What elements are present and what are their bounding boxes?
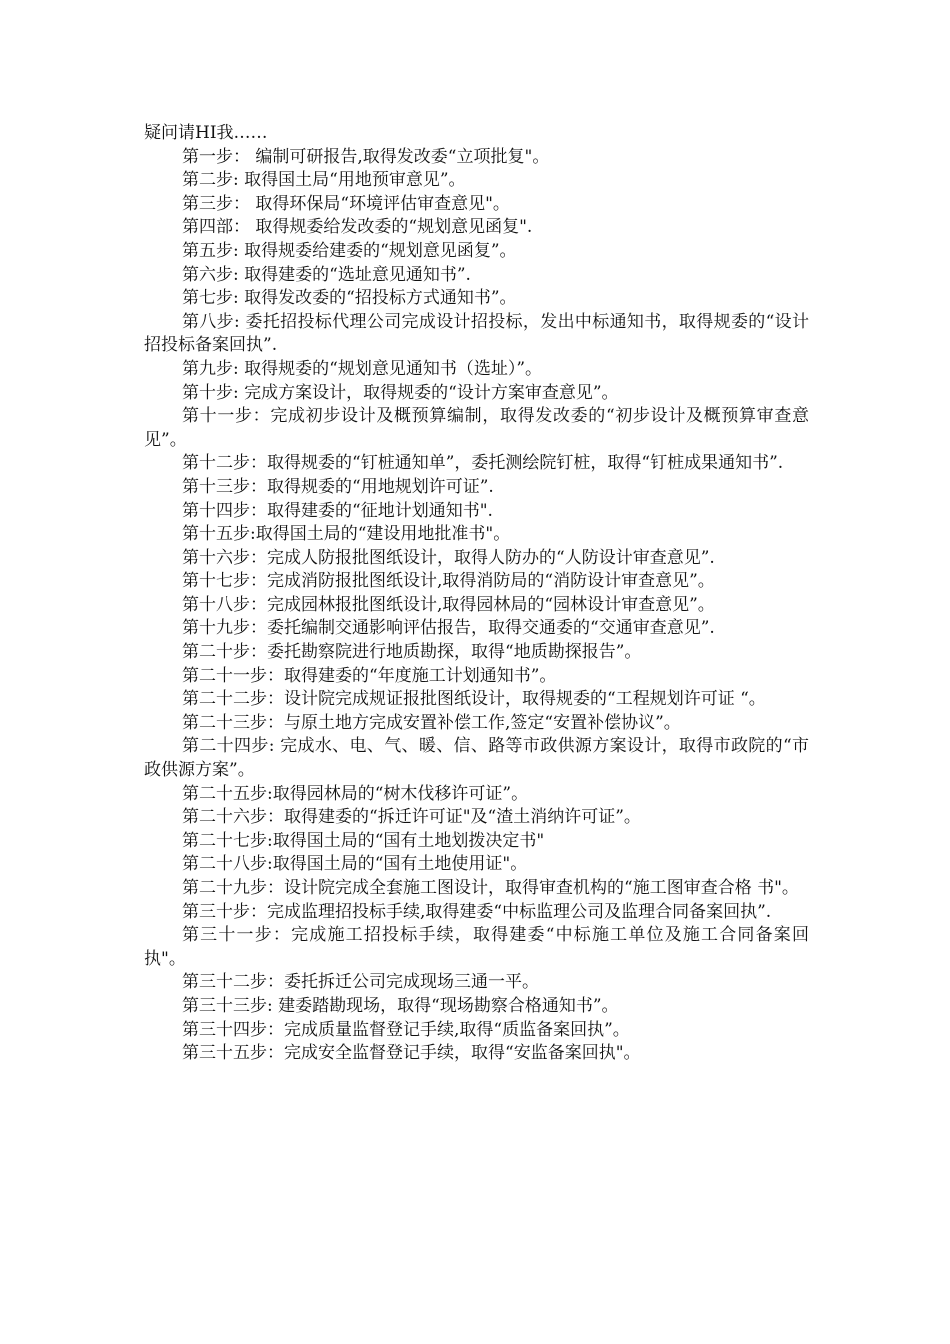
step-17: 第十七步：完成消防报批图纸设计,取得消防局的“消防设计审查意见”。: [182, 571, 715, 592]
step-11: 第十一步：完成初步设计及概预算编制，取得发改委的“初步设计及概预算审查意见”。: [144, 406, 809, 450]
step-3: 第三步： 取得环保局“环境评估审查意见"。: [182, 193, 510, 214]
step-32: 第三十二步：委托拆迁公司完成现场三通一平。: [182, 972, 539, 993]
step-25: 第二十五步:取得园林局的“树木伐移许可证”。: [182, 783, 529, 804]
step-30: 第三十步：完成监理招投标手续,取得建委“中标监理公司及监理合同备案回执”.: [182, 901, 772, 922]
step-10: 第十步: 完成方案设计，取得规委的“设计方案审查意见”。: [182, 382, 619, 403]
step-12: 第十二步：取得规委的“钉桩通知单”，委托测绘院钉桩，取得“钉桩成果通知书”.: [182, 453, 784, 474]
step-16: 第十六步：完成人防报批图纸设计，取得人防办的“人防设计审查意见”.: [182, 547, 715, 568]
document-body: [144, 122, 809, 1066]
step-26: 第二十六步：取得建委的“拆迁许可证"及“渣土消纳许可证”。: [182, 807, 641, 828]
step-19: 第十九步：委托编制交通影响评估报告，取得交通委的“交通审查意见”.: [182, 618, 715, 639]
step-22: 第二十二步：设计院完成规证报批图纸设计，取得规委的“工程规划许可证 “。: [182, 689, 766, 710]
step-21: 第二十一步：取得建委的“年度施工计划通知书”。: [182, 665, 557, 686]
step-9: 第九步: 取得规委的“规划意见通知书（选址）”。: [182, 358, 543, 379]
step-27: 第二十七步:取得国土局的“国有土地划拨决定书": [182, 830, 545, 851]
step-7: 第七步: 取得发改委的“招投标方式通知书”。: [182, 288, 517, 309]
steps-list: [144, 146, 809, 1066]
step-31: 第三十一步：完成施工招投标手续，取得建委“中标施工单位及施工合同备案回执"。: [144, 925, 809, 969]
step-14: 第十四步：取得建委的“征地计划通知书".: [182, 500, 493, 521]
step-6: 第六步: 取得建委的“选址意见通知书”.: [182, 264, 471, 285]
step-15: 第十五步:取得国土局的“建设用地批准书"。: [182, 524, 511, 545]
step-23: 第二十三步：与原土地方完成安置补偿工作,签定“安置补偿协议”。: [182, 712, 681, 733]
step-1: 第一步： 编制可研报告,取得发改委“立项批复"。: [182, 146, 550, 167]
step-29: 第二十九步：设计院完成全套施工图设计，取得审查机构的“施工图审查合格 书"。: [182, 878, 799, 898]
step-8: 第八步: 委托招投标代理公司完成设计招投标，发出中标通知书，取得规委的“设计招投标备案回执”.: [144, 311, 809, 356]
step-20: 第二十步：委托勘察院进行地质勘探，取得“地质勘探报告”。: [182, 642, 642, 663]
step-13: 第十三步：取得规委的“用地规划许可证”.: [182, 476, 494, 497]
step-18: 第十八步：完成园林报批图纸设计,取得园林局的“园林设计审查意见”。: [182, 594, 715, 615]
step-35: 第三十五步：完成安全监督登记手续，取得“安监备案回执"。: [182, 1043, 641, 1064]
step-33: 第三十三步: 建委踏勘现场，取得“现场勘察合格通知书”。: [182, 995, 619, 1016]
step-34: 第三十四步：完成质量监督登记手续,取得“质监备案回执”。: [182, 1019, 630, 1040]
step-24: 第二十四步: 完成水、电、气、暖、信、路等市政供源方案设计，取得市政院的“市政供源方案”。: [144, 736, 809, 781]
step-2: 第二步: 取得国土局“用地预审意见”。: [182, 170, 466, 191]
step-28: 第二十八步:取得国土局的“国有土地使用证"。: [182, 854, 528, 875]
step-4: 第四部： 取得规委给发改委的“规划意见函复".: [182, 217, 533, 238]
step-5: 第五步: 取得规委给建委的“规划意见函复”。: [182, 240, 517, 261]
intro-line: 疑问请HI我……: [144, 123, 268, 143]
